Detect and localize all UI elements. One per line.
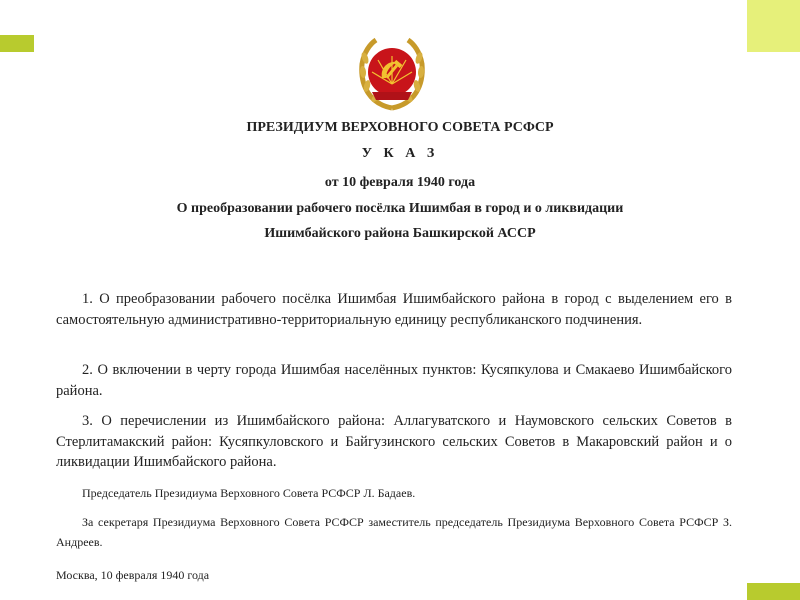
- document-type-heading: У К А З: [361, 146, 439, 161]
- document-title-line-1: О преобразовании рабочего посёлка Ишимбая в город и о ликвидации: [176, 201, 624, 216]
- corner-spacer: [0, 0, 34, 35]
- secretary-signature: За секретаря Президиума Верховного Совета РСФСР заместитель председатель Президиума Верховного Совета РСФСР З. Андреев.: [56, 515, 732, 549]
- document-date: от 10 февраля 1940 года: [324, 175, 476, 190]
- decree-paragraph: 3. О перечислении из Ишимбайского района: Аллагуватского и Наумовского сельских Советов в Стерлитамакский район: Кусяпкуловского и Байгузинского сельских Советов в Макаровский район и о ликвидации Ишимбайского района.: [56, 413, 732, 470]
- corner-accent-bottom-right: [747, 583, 800, 600]
- decree-paragraph: 1. О преобразовании рабочего посёлка Ишимбая Ишимбайского района в город с выделением его в самостоятельную административно-территориальную единицу республиканского подчинения.: [56, 291, 732, 328]
- place-and-date: Москва, 10 февраля 1940 года: [56, 568, 210, 582]
- decree-paragraph: 2. О включении в черту города Ишимбая населённых пунктов: Кусяпкулова и Смакаево Ишимбайского района.: [56, 362, 732, 399]
- corner-accent-top-left: [0, 35, 34, 52]
- chairman-signature: Председатель Президиума Верховного Совета РСФСР Л. Бадаев.: [82, 486, 416, 500]
- rsfsr-coat-of-arms-icon: [352, 34, 432, 114]
- document-title-line-2: Ишимбайского района Башкирской АССР: [264, 226, 536, 241]
- corner-accent-top-right: [747, 0, 800, 52]
- organization-heading: ПРЕЗИДИУМ ВЕРХОВНОГО СОВЕТА РСФСР: [246, 120, 554, 135]
